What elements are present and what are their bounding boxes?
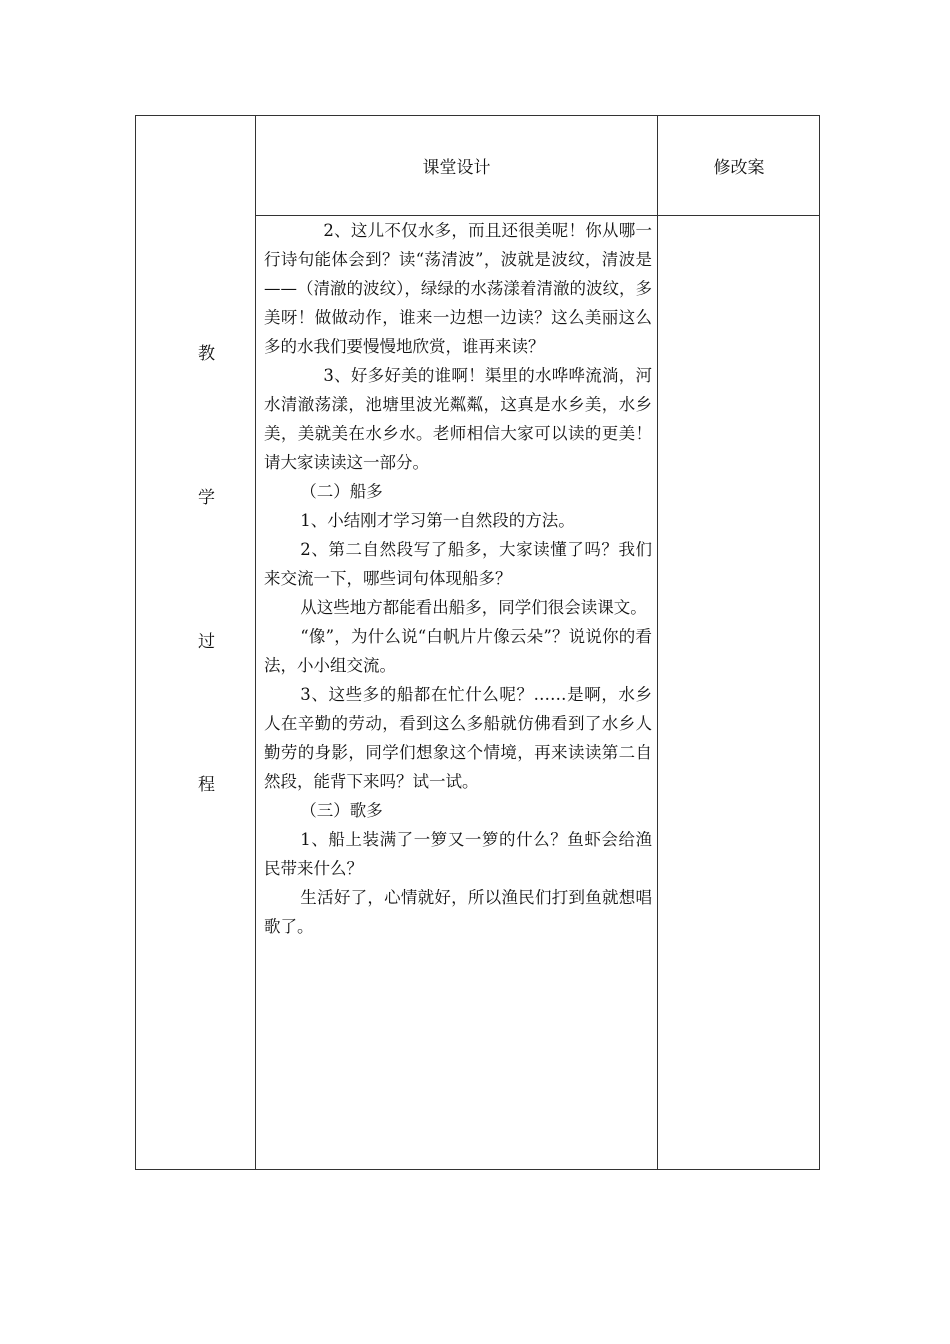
paragraph: 2、第二自然段写了船多，大家读懂了吗？我们来交流一下，哪些词句体现船多？ [264, 540, 652, 588]
paragraph: “像”，为什么说“白帆片片像云朵”？说说你的看法，小小组交流。 [264, 627, 652, 675]
header-revise-cell [658, 116, 820, 215]
paragraph: 2、这儿不仅水多，而且还很美呢！你从哪一行诗句能体会到？读“荡清波”，波就是波纹，清波是——（清澈的波纹），绿绿的水荡漾着清澈的波纹，多美呀！做做动作，谁来一边想一边读？这么美丽这么多的水我们要慢慢地欣赏，谁再来读？ [264, 221, 652, 356]
side-label-char-3: 过 [198, 632, 215, 652]
column-divider-left [255, 116, 256, 1169]
paragraph: 从这些地方都能看出船多，同学们很会读课文。 [300, 598, 647, 617]
side-label-char-4: 程 [198, 775, 215, 795]
header-design-label: 课堂设计 [422, 158, 491, 178]
paragraph: 1、小结刚才学习第一自然段的方法。 [300, 511, 575, 530]
paragraph: 生活好了，心情就好，所以渔民们打到鱼就想唱歌了。 [264, 888, 652, 936]
paragraph: 3、这些多的船都在忙什么呢？……是啊，水乡人在辛勤的劳动，看到这么多船就仿佛看到了水乡人勤劳的身影，同学们想象这个情境，再来读读第二自然段，能背下来吗？试一试。 [264, 685, 652, 791]
side-label-char-1: 教 [198, 344, 215, 364]
header-revise-label: 修改案 [713, 158, 765, 178]
side-label-char-2: 学 [198, 488, 215, 508]
column-divider-right [657, 116, 658, 1169]
paragraph: 3、好多好美的谁啊！渠里的水哗哗流淌，河水清澈荡漾，池塘里波光粼粼，这真是水乡美，水乡美，美就美在水乡水。老师相信大家可以读的更美！请大家读读这一部分。 [264, 366, 652, 472]
paragraph: 1、船上装满了一箩又一箩的什么？鱼虾会给渔民带来什么？ [264, 830, 652, 878]
header-design-cell [256, 116, 657, 215]
lesson-content [264, 216, 652, 941]
section-heading: （三）歌多 [300, 801, 383, 820]
lesson-table [135, 115, 820, 1170]
section-heading: （二）船多 [300, 482, 383, 501]
